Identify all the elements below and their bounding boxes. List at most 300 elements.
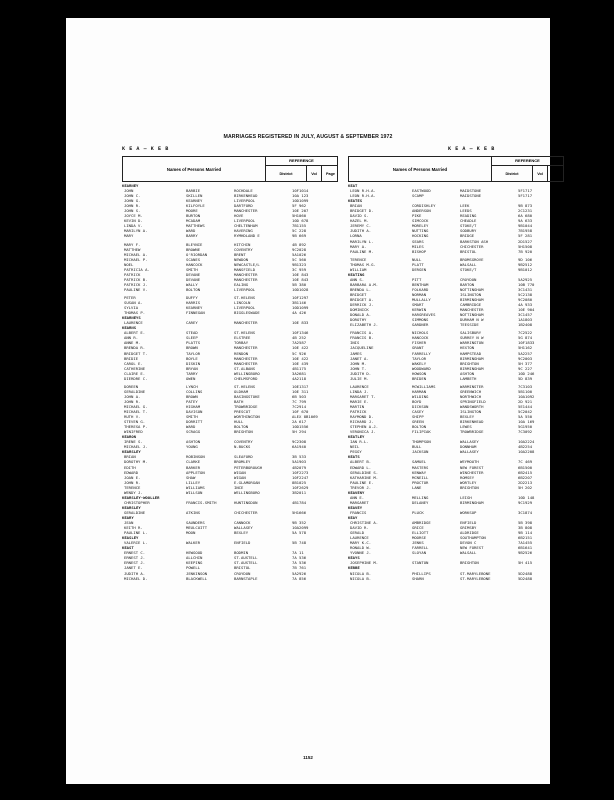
entry-row <box>348 322 564 327</box>
names-header: Names of Persons Married <box>349 157 492 181</box>
spouse-surname: WILLIAMS <box>186 484 205 490</box>
forename: JOHN R. <box>124 398 141 404</box>
vol-page: 5C 228 <box>292 228 307 234</box>
spouse-surname: SKILLEN <box>186 193 203 199</box>
forename: NOEL <box>124 261 134 267</box>
vol-page: 10E 207 <box>292 208 309 214</box>
vol-page: 10F1346 <box>292 330 309 336</box>
spouse-surname: LANE <box>412 484 422 490</box>
vol-page: 7C 799 <box>292 398 307 404</box>
district: HUNTINGDON <box>234 499 258 505</box>
forename: LEON R.H.A. <box>350 188 376 194</box>
spouse-surname: MILES <box>412 243 424 249</box>
forename: DAVID S. <box>350 213 369 219</box>
vol-page: 4B1175 <box>292 365 307 371</box>
forename: BRIAN <box>350 203 362 209</box>
spouse-surname: PIKE <box>412 213 422 219</box>
spouse-surname: GRANT <box>412 345 424 351</box>
spouse-surname: SAMUEL <box>412 459 427 465</box>
spouse-surname: PATEY <box>186 398 198 404</box>
district: BEXLEY <box>234 530 249 536</box>
spouse-surname: PITT <box>412 276 422 282</box>
vol-page: 5G1950 <box>518 424 533 430</box>
forename: MARTIN <box>350 403 365 409</box>
district: TEESSIDE <box>460 322 479 328</box>
district: ELSTREE <box>234 335 251 341</box>
forename: MICHAEL P. <box>124 256 148 262</box>
spouse-surname: TARRY <box>186 370 198 376</box>
forename: JOHN C. <box>124 193 141 199</box>
vol-page: 10B 770 <box>518 281 535 287</box>
spouse-surname: MCADAM <box>186 218 201 224</box>
spouse-surname: BARRY <box>186 233 198 239</box>
forename: MICHAEL A. <box>124 251 148 257</box>
register-page <box>66 18 562 784</box>
spouse-surname: WAKELY <box>412 360 427 366</box>
forename: BRIDGET D. <box>350 208 374 214</box>
forename: LAURENCE <box>350 535 369 541</box>
forename: FRANCIS A. <box>350 330 374 336</box>
district: MANCHESTER <box>234 320 258 326</box>
forename: DOMINICK <box>350 307 369 313</box>
vol-page: 5H1666 <box>292 509 307 515</box>
vol-page: 2C1231 <box>518 208 533 214</box>
district: WORKSOP <box>460 509 477 515</box>
spouse-surname: DERGEN <box>412 266 427 272</box>
district: TORBAY <box>234 340 249 346</box>
forename: BRENDA L. <box>350 286 372 292</box>
vol-page: 7C 469 <box>518 459 533 465</box>
vol-page: 8B1025 <box>292 479 307 485</box>
spouse-surname: HARGREAVES <box>412 312 436 318</box>
vol-page: 9D 106 <box>518 256 533 262</box>
forename: EDWARD <box>124 469 139 475</box>
vol-page: 5B1100 <box>518 388 533 394</box>
spouse-surname: FARRELL <box>412 545 429 551</box>
vol-page: 10A2099 <box>292 525 309 531</box>
spouse-surname: MCWILLIAMS <box>412 383 436 389</box>
district: LIVERPOOL <box>234 198 256 204</box>
forename: LINDA V. <box>124 223 143 229</box>
spouse-surname: YOUNG <box>186 444 198 450</box>
district: INCE <box>234 484 244 490</box>
vol-page: 10A1092 <box>518 393 535 399</box>
forename: PATRICK B. <box>124 276 148 282</box>
district: MANSFIELD <box>234 266 256 272</box>
vol-page: 2D1527 <box>518 238 533 244</box>
spouse-surname: HARRIS <box>186 300 201 306</box>
forename: WINIFRED <box>124 429 143 435</box>
vol-page: 10A 169 <box>518 419 535 425</box>
district: BRIGHTON <box>460 560 479 566</box>
vol-page: 5D2488 <box>518 570 533 576</box>
spouse-surname: STANTON <box>412 560 429 566</box>
district: ROMSEY <box>460 474 475 480</box>
district: NEW FOREST <box>460 464 484 470</box>
district: ALDRIDGE <box>460 530 479 536</box>
forename: ANN S. <box>350 276 365 282</box>
spouse-surname: BURTON <box>186 213 201 219</box>
spouse-surname: MELLING <box>412 494 429 500</box>
vol-page: 3B 808 <box>518 525 533 531</box>
spouse-surname: ANDERSON <box>412 208 431 214</box>
forename: JANET E. <box>124 565 143 571</box>
district: ST.HELENS <box>234 294 256 300</box>
district: HEXTON <box>460 345 475 351</box>
spouse-surname: WARD <box>186 424 196 430</box>
vol-page: 5A 550 <box>518 414 533 420</box>
vol-page: 6A 680 <box>518 213 533 219</box>
forename: DAVID R. <box>350 525 369 531</box>
spouse-surname: SEARS <box>412 238 424 244</box>
vol-page: 3B2011 <box>292 489 307 495</box>
forename: PATRICK <box>350 409 367 415</box>
spouse-surname: MOORSE <box>412 535 427 541</box>
district: CHEADLE <box>460 218 477 224</box>
vol-page: 3A2681 <box>292 370 307 376</box>
forename: MARGARET T. <box>350 393 376 399</box>
forename: LINDA J. <box>350 388 369 394</box>
forename: ERNEST J. <box>124 560 146 566</box>
district: BIRMINGHAM <box>460 365 484 371</box>
forename: JUDITH A. <box>124 570 146 576</box>
forename: PAULINE V. <box>124 286 148 292</box>
forename: JEAN <box>124 520 134 526</box>
surname: KEARNS <box>122 325 137 331</box>
spouse-surname: SAUNDERS <box>186 520 205 526</box>
forename: BRENDA R. <box>124 345 146 351</box>
forename: MARGARET <box>350 499 369 505</box>
spouse-surname: ROBINSON <box>186 454 205 460</box>
forename: EDITH <box>124 464 136 470</box>
surname: KEAST <box>122 545 134 551</box>
vol-page: 5H 294 <box>292 429 307 435</box>
district: BRISTOL <box>234 565 251 571</box>
district: LINCOLN <box>234 300 251 306</box>
spouse-surname: BOLTON <box>186 286 201 292</box>
forename: JOYCE M. <box>124 213 143 219</box>
spouse-surname: WILDING <box>412 393 429 399</box>
forename: PAULINE M. <box>350 248 374 254</box>
forename: INIS <box>350 340 360 346</box>
spouse-surname: JACKSON <box>412 449 429 455</box>
vol-page: 7C3092 <box>518 429 533 435</box>
vol-page: 6B1500 <box>518 464 533 470</box>
forename: MICHAEL J. <box>124 444 148 450</box>
district: ISLINGTON <box>460 291 482 297</box>
forename: IRENE S. <box>124 439 143 445</box>
forename: ERNEST C. <box>124 550 146 556</box>
vol-page: 9C2308 <box>292 439 307 445</box>
range-left: K E A — K E B <box>122 146 169 152</box>
spouse-surname: DELANEY <box>412 499 429 505</box>
district: LIVERPOOL <box>234 305 256 311</box>
district: ST.HELENS <box>234 383 256 389</box>
column-header <box>122 156 338 182</box>
forename: LORNA <box>350 233 362 239</box>
surname: KEARON <box>122 434 137 440</box>
spouse-surname: SLEEP <box>186 335 198 341</box>
forename: DONALD A. <box>350 312 372 318</box>
vol-page: 7B1155 <box>292 223 307 229</box>
surname: KEAT <box>348 183 358 188</box>
district: HITCHIN <box>234 241 251 247</box>
vol-page: 5C 926 <box>292 350 307 356</box>
district: BATH <box>234 398 244 404</box>
spouse-surname: HIGHAM <box>186 403 201 409</box>
spouse-surname: TAYLOR <box>186 350 201 356</box>
vol-page: 7A 536 <box>292 560 307 566</box>
district: SOUTHAMPTON <box>460 535 486 541</box>
left-column <box>122 156 338 581</box>
forename: THOMAS P. <box>124 310 146 316</box>
vol-page: 5D2488 <box>518 575 533 581</box>
spouse-surname: KERWIN <box>412 307 427 313</box>
spouse-surname: NORMAN <box>412 291 427 297</box>
forename: ERNEST J. <box>124 555 146 561</box>
district: STOKE/T <box>460 223 477 229</box>
spouse-surname: STEAD <box>186 330 198 336</box>
forename: VALERIE L. <box>124 540 148 546</box>
district: NEW FOREST <box>460 545 484 551</box>
district: LEEK <box>460 203 470 209</box>
spouse-surname: WALKER <box>186 540 201 546</box>
forename: VERONICA J. <box>350 429 376 435</box>
vol-page: 10D 148 <box>518 494 535 500</box>
vol-page: 7A2587 <box>292 340 307 346</box>
forename: MATTHEW <box>124 246 141 252</box>
district: MANCHESTER <box>234 360 258 366</box>
vol-page: 5F1717 <box>518 188 533 194</box>
district: SODBURY <box>460 228 477 234</box>
vol-page: 3C1431 <box>518 286 533 292</box>
spouse-surname: HARMAN <box>412 388 427 394</box>
vol-page: 5G 874 <box>518 335 533 341</box>
spouse-surname: KENWAY <box>412 469 427 475</box>
district: WORTLEY <box>460 479 477 485</box>
forename: STEPHEN A.J. <box>350 424 379 430</box>
surname: KEAVENY <box>348 489 365 495</box>
district: LEEDS <box>460 208 472 214</box>
forename: JOHN G. <box>124 198 141 204</box>
vol-page: 10F1833 <box>518 340 535 346</box>
vol-page: 5A 578 <box>292 530 307 536</box>
forename: MICHAEL D. <box>124 575 148 581</box>
forename: JACQUELINE <box>350 345 374 351</box>
vol-page: 4B2079 <box>292 464 307 470</box>
spouse-surname: BROWN <box>186 393 198 399</box>
district: COVENTRY <box>234 246 253 252</box>
district: DURHAM N W <box>460 317 484 323</box>
spouse-surname: FOLKARD <box>412 286 429 292</box>
spouse-surname: FRANCIS-SMITH <box>186 499 217 505</box>
spouse-surname: LYNCH <box>186 383 198 389</box>
spouse-surname: FARRELLY <box>412 350 431 356</box>
spouse-surname: WARD <box>186 228 196 234</box>
surname: KEARSLEY-WOOLLER <box>122 494 160 500</box>
forename: EDWARD L. <box>350 464 372 470</box>
forename: JOHN R. <box>124 479 141 485</box>
vol-page: 6B2151 <box>518 535 533 541</box>
district: BIRKENHEAD <box>234 193 258 199</box>
district: ISLINGTON <box>460 409 482 415</box>
vol-page: 10D 246 <box>518 370 535 376</box>
vol-page: 7C2522 <box>518 330 533 336</box>
forename: CLAIRE E. <box>124 370 146 376</box>
spouse-surname: TAYLOR <box>412 355 427 361</box>
vol-page: 5E1444 <box>518 403 533 409</box>
forename: TERENCE <box>124 484 141 490</box>
district: LAMBETH <box>460 375 477 381</box>
forename: LEON R.H.A. <box>350 193 376 199</box>
district: COVENTRY <box>234 439 253 445</box>
district: MAIDSTONE <box>460 193 482 199</box>
spouse-surname: BLEYNIE <box>186 241 203 247</box>
forename: GERALDINE <box>124 509 146 515</box>
district: ST.ALBANS <box>234 365 256 371</box>
spouse-surname: JENKINSON <box>186 570 208 576</box>
vol-page: 9B1044 <box>518 223 533 229</box>
district: DEVON C <box>460 540 477 546</box>
surname: KEARSLEY <box>122 449 141 455</box>
district: LEWES <box>460 424 472 430</box>
district: ST.MARYLEBONE <box>460 570 491 576</box>
spouse-surname: BROWNE <box>186 246 201 252</box>
page-header: Page <box>551 171 562 176</box>
surname: KEATING <box>348 271 365 277</box>
spouse-surname: EASTWOOD <box>412 188 431 194</box>
spouse-surname: KEARNEY <box>186 305 203 311</box>
spouse-surname: BROWN <box>186 345 198 351</box>
vol-page: 9B2526 <box>518 550 533 556</box>
district: BIRMINGHAM <box>460 355 484 361</box>
district: BRISTOL <box>460 248 477 254</box>
column-header <box>348 156 564 182</box>
entry-row <box>122 287 338 292</box>
district: MANCHESTER <box>234 355 258 361</box>
surname: KEATES <box>348 198 363 204</box>
spouse-surname: APPLETON <box>186 469 205 475</box>
vol-page: 6B1641 <box>518 545 533 551</box>
vol-page: 5H 415 <box>518 560 533 566</box>
district: WELLINGBORO <box>234 370 260 376</box>
forename: FRANCIS B. <box>350 335 374 341</box>
vol-page: 2A 617 <box>292 419 307 425</box>
page-number: 1152 <box>303 755 313 760</box>
vol-page: 5B 748 <box>292 540 307 546</box>
vol-page: 10D1028 <box>292 286 309 292</box>
vol-page: 9A 633 <box>518 218 533 224</box>
spouse-surname: BULL <box>412 444 422 450</box>
vol-page: 5H1508 <box>518 243 533 249</box>
forename: TREVOR J. <box>350 484 372 490</box>
vol-page: 7C2914 <box>292 403 307 409</box>
vol-page: 4B1784 <box>292 499 307 505</box>
spouse-surname: THOMPSON <box>412 439 431 445</box>
forename: MARY <box>124 233 134 239</box>
district: ROCHDALE <box>234 188 253 194</box>
spouse-surname: HOWSON <box>412 370 427 376</box>
names-header: Names of Persons Married <box>123 157 266 181</box>
district: SALISBURY <box>460 330 482 336</box>
vol-page: 4B 892 <box>292 241 307 247</box>
spouse-surname: NULL <box>412 256 422 262</box>
forename: PATRICIA A. <box>124 266 150 272</box>
forename: WENDY J. <box>124 489 143 495</box>
forename: BRIDGET A. <box>350 297 374 303</box>
forename: FRANCIS <box>350 509 367 515</box>
spouse-surname: BENTHAM <box>412 281 429 287</box>
vol-page: 5A2257 <box>518 350 533 356</box>
spouse-surname: KILFOYLE <box>186 203 205 209</box>
district: BARNSTAPLE <box>234 575 258 581</box>
forename: RUTH V. <box>124 414 141 420</box>
vol-header: Vol <box>307 166 322 181</box>
vol-page: 9C 227 <box>518 365 533 371</box>
spouse-surname: DAVISON <box>186 409 203 415</box>
vol-page: 7A 536 <box>292 555 307 561</box>
vol-page: 2D 921 <box>518 398 533 404</box>
spouse-surname: PHILLIPS <box>412 570 431 576</box>
forename: ANN R. <box>124 335 139 341</box>
vol-page: ALEX 8B1069 <box>292 414 318 420</box>
district: MANCHESTER <box>460 307 484 313</box>
vol-page: 1A1803 <box>518 317 533 323</box>
district: E.GLAMORGAN <box>234 479 260 485</box>
spouse-surname: SCAMP <box>412 193 424 199</box>
spouse-surname: MULLALLY <box>412 297 431 303</box>
district: CROYDON <box>460 276 477 282</box>
district: ENFIELD <box>460 520 477 526</box>
district: PRESCOT <box>234 409 251 415</box>
district: EALING <box>234 281 249 287</box>
district: WARRINGTON <box>460 340 484 346</box>
forename: SUSAN A. <box>124 300 143 306</box>
vol-page: 5F 962 <box>292 203 307 209</box>
spouse-surname: AMBRIDGE <box>412 520 431 526</box>
district: MANCHESTER <box>234 271 258 277</box>
district: WIGAN <box>234 469 246 475</box>
forename: SYLVIA <box>124 305 139 311</box>
forename: ANNE M. <box>124 340 141 346</box>
spouse-surname: ELLIOTT <box>412 530 429 536</box>
forename: JUDITH A. <box>350 228 372 234</box>
vol-page: 10F2629 <box>292 484 309 490</box>
vol-page: 10A2224 <box>518 439 535 445</box>
spouse-surname: BISHOP <box>412 248 427 254</box>
district: NOTTINGHAM <box>460 312 484 318</box>
entry-row <box>122 576 338 581</box>
vol-page: 6A1940 <box>292 444 307 450</box>
vol-page: 10E 833 <box>292 320 309 326</box>
spouse-surname: DORRITT <box>186 419 203 425</box>
forename: DOROTHY <box>350 317 367 323</box>
district: TROWBRIDGE <box>460 429 484 435</box>
spouse-surname: KEEPING <box>186 560 203 566</box>
spouse-surname: NICHOLS <box>412 330 429 336</box>
spouse-surname: MASTERS <box>412 464 429 470</box>
spouse-surname: DISKIN <box>186 360 201 366</box>
spouse-surname: JENKS <box>412 540 424 546</box>
surname: KEATLEY <box>348 434 365 440</box>
district: WALLASEY <box>460 449 479 455</box>
forename: BRIDGET T. <box>124 350 148 356</box>
spouse-surname: KEARNEY <box>186 198 203 204</box>
forename: ELIZABETH J. <box>350 322 379 328</box>
vol-page: 5C 560 <box>292 256 307 262</box>
district: MANCHESTER <box>234 276 258 282</box>
district: NEWCASTLE/L <box>234 261 260 267</box>
